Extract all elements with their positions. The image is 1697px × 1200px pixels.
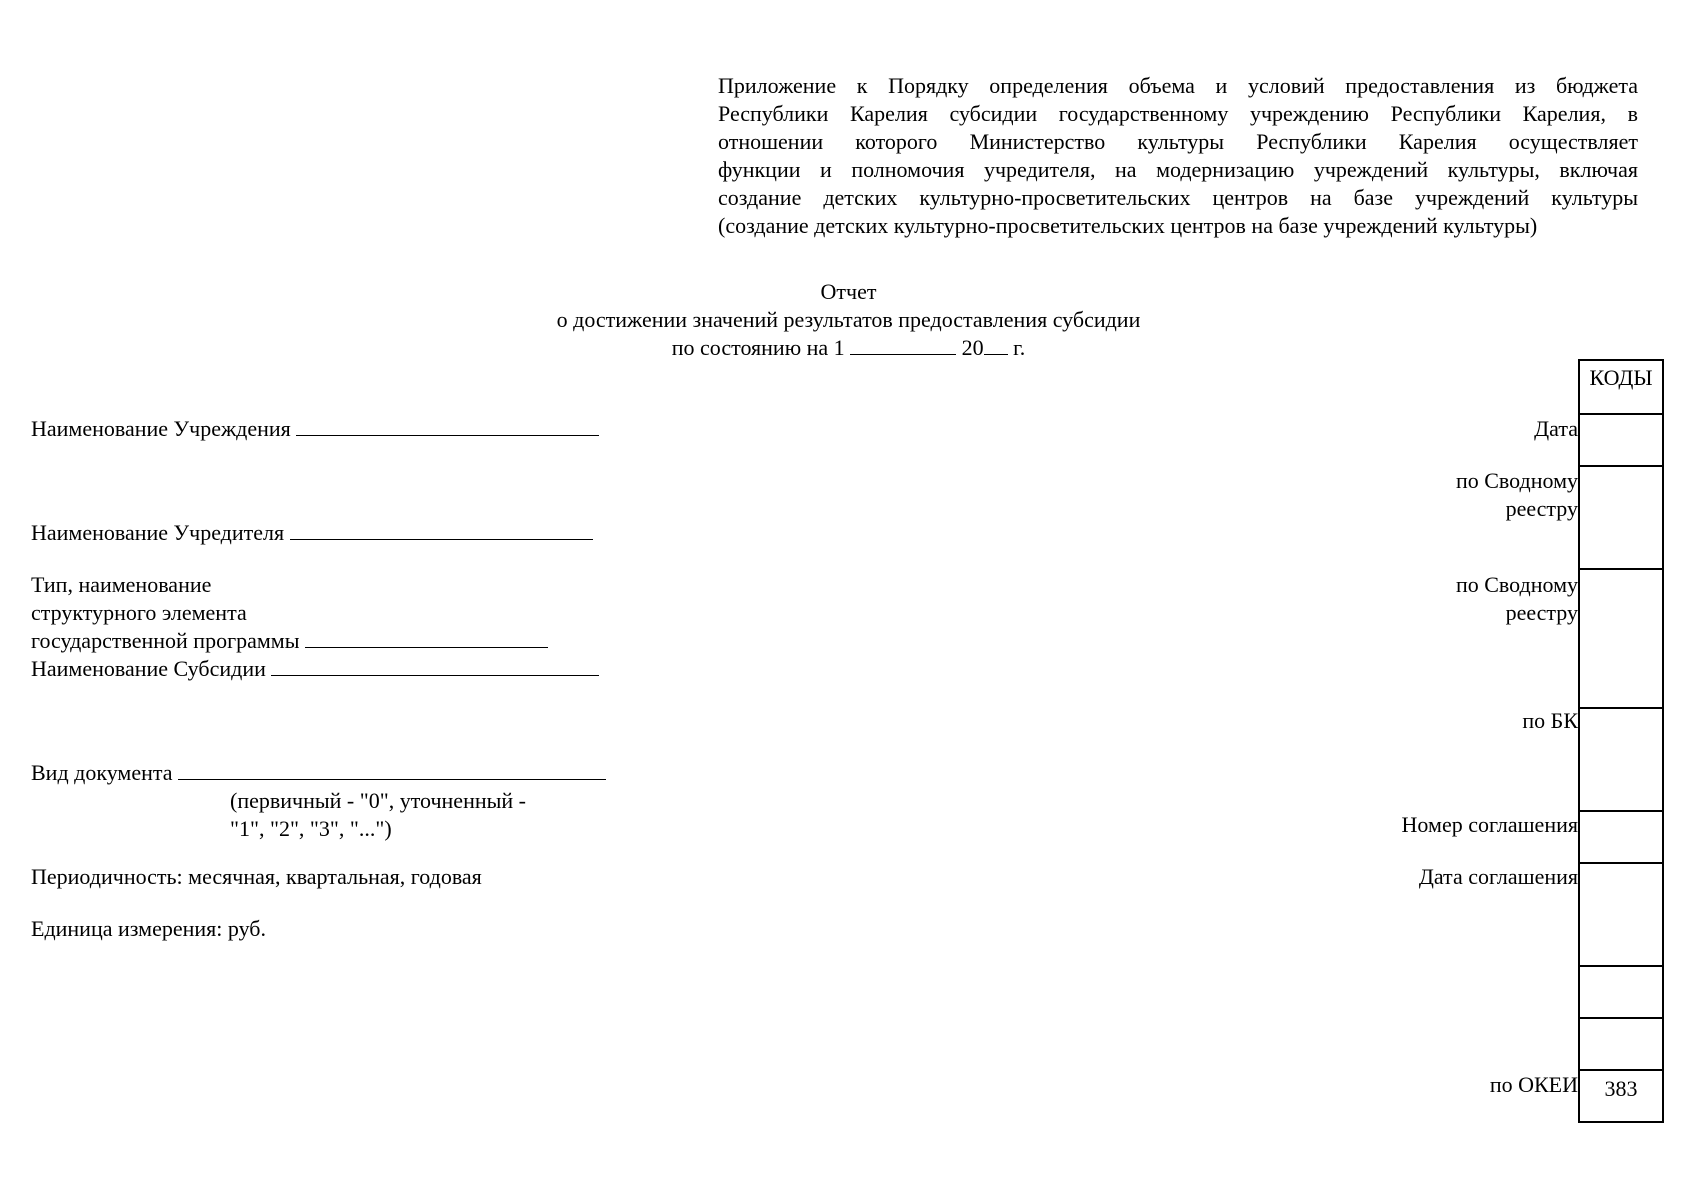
empty-code-cell-1[interactable] [1580, 965, 1662, 1017]
date-code-cell[interactable] [1580, 413, 1662, 465]
registry-label-2a: по Сводному [1455, 572, 1578, 597]
report-subtitle: о достижении значений результатов предоставления субсидии [556, 307, 1141, 332]
founder-row [31, 519, 593, 547]
registry-label-1b: реестру [1505, 496, 1578, 521]
codes-table [1578, 359, 1664, 1123]
registry-code-cell-1[interactable] [1580, 465, 1662, 568]
report-date-line [0, 334, 1697, 362]
institution-field[interactable] [296, 415, 599, 436]
unit-text: Единица измерения: руб. [31, 916, 266, 941]
doc-type-note-1: (первичный - "0", уточненный - [230, 788, 526, 813]
founder-label: Наименование Учредителя [31, 520, 285, 545]
founder-field[interactable] [290, 519, 593, 540]
program-label-3: государственной программы [31, 628, 300, 653]
program-field[interactable] [305, 627, 548, 648]
program-label-2: структурного элемента [31, 600, 247, 625]
registry-code-cell-2[interactable] [1580, 568, 1662, 707]
program-label-1: Тип, наименование [31, 572, 212, 597]
subsidy-label: Наименование Субсидии [31, 656, 266, 681]
program-row [31, 627, 548, 655]
appendix-line: функции и полномочия учредителя, на модернизацию учреждений культуры, включая [718, 157, 1638, 182]
appendix-line: отношении которого Министерство культуры Республики Карелия осуществляет [718, 129, 1638, 154]
year-blank-field[interactable] [984, 334, 1008, 355]
agreement-date-cell[interactable] [1580, 862, 1662, 965]
appendix-line: Республики Карелия субсидии государственному учреждению Республики Карелия, в [718, 101, 1638, 126]
report-date-prefix: по состоянию на 1 [671, 335, 845, 360]
registry-label-1a: по Сводному [1455, 468, 1578, 493]
agreement-date-label: Дата соглашения [1418, 864, 1578, 889]
doc-type-label: Вид документа [31, 760, 173, 785]
registry-label-2b: реестру [1505, 600, 1578, 625]
empty-code-cell-2[interactable] [1580, 1017, 1662, 1069]
subsidy-row [31, 655, 599, 683]
doc-type-field[interactable] [178, 759, 606, 780]
subsidy-field[interactable] [271, 655, 599, 676]
report-date-suffix: г. [1013, 335, 1026, 360]
report-title: Отчет [820, 279, 877, 304]
institution-label: Наименование Учреждения [31, 416, 291, 441]
doc-type-note-2: "1", "2", "3", "...") [230, 816, 392, 841]
appendix-line: Приложение к Порядку определения объема и условий предоставления из бюджета [718, 73, 1638, 98]
date-label: Дата [1534, 416, 1578, 441]
appendix-line: создание детских культурно-просветительских центров на базе учреждений культуры [718, 185, 1638, 210]
codes-header: КОДЫ [1589, 365, 1653, 390]
bk-code-cell[interactable] [1580, 707, 1662, 810]
appendix-line: (создание детских культурно-просветительских центров на базе учреждений культуры) [718, 213, 1538, 238]
date-blank-field[interactable] [850, 334, 956, 355]
agreement-number-cell[interactable] [1580, 810, 1662, 862]
okei-label: по ОКЕИ [1489, 1072, 1578, 1097]
report-date-mid: 20 [961, 335, 984, 360]
agreement-number-label: Номер соглашения [1401, 812, 1578, 837]
doc-type-row [31, 759, 606, 787]
periodicity-text: Периодичность: месячная, квартальная, годовая [31, 864, 482, 889]
okei-code-cell[interactable]: 383 [1580, 1069, 1662, 1121]
institution-row [31, 415, 599, 443]
bk-label: по БК [1522, 708, 1578, 733]
appendix-text [718, 72, 1638, 240]
